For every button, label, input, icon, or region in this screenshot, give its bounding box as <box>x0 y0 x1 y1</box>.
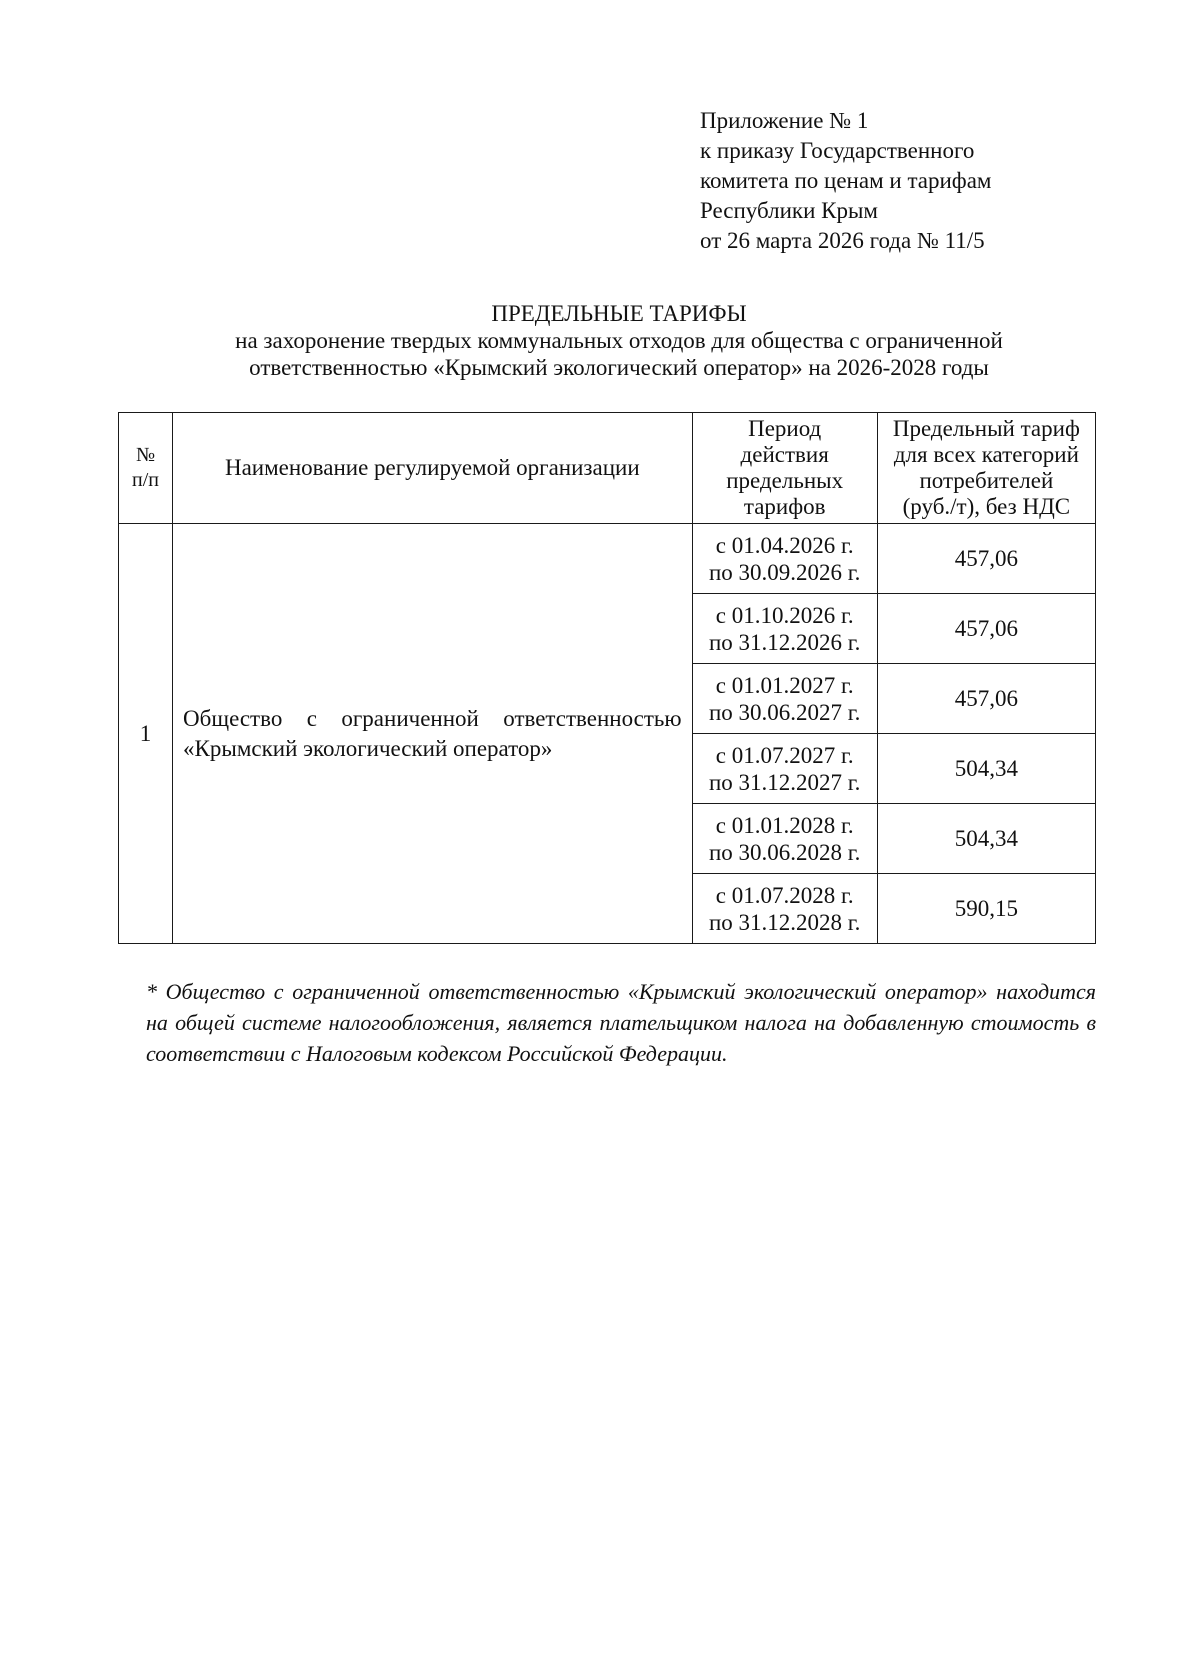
period-to: по 31.12.2027 г. <box>708 769 861 795</box>
appendix-line: от 26 марта 2026 года № 11/5 <box>700 228 985 253</box>
document-heading <box>120 300 1118 381</box>
header-tariff-line: Предельный тариф <box>892 416 1080 441</box>
period-to: по 31.12.2026 г. <box>708 629 861 655</box>
tariff-table <box>118 412 1096 944</box>
header-org: Наименование регулируемой организации <box>173 413 693 524</box>
header-period-line: тарифов <box>743 494 826 519</box>
table-header-row <box>119 413 1096 524</box>
period-cell <box>692 594 877 664</box>
period-from: с 01.04.2026 г. <box>715 532 854 558</box>
header-num-line: № <box>135 444 156 466</box>
header-num <box>119 413 173 524</box>
header-tariff <box>877 413 1095 524</box>
period-to: по 31.12.2028 г. <box>708 909 861 935</box>
period-from: с 01.10.2026 г. <box>715 602 854 628</box>
appendix-block <box>700 106 991 256</box>
document-title: ПРЕДЕЛЬНЫЕ ТАРИФЫ <box>491 301 747 326</box>
appendix-line: Республики Крым <box>700 198 878 223</box>
tariff-value: 457,06 <box>877 594 1095 664</box>
period-from: с 01.07.2027 г. <box>715 742 854 768</box>
period-cell <box>692 874 877 944</box>
period-from: с 01.07.2028 г. <box>715 882 854 908</box>
tariff-value: 590,15 <box>877 874 1095 944</box>
period-to: по 30.09.2026 г. <box>708 559 861 585</box>
header-period-line: предельных <box>726 468 844 493</box>
footnote: * Общество с ограниченной ответственностью «Крымский экологический оператор» находится на общей системе налогообложения, является плательщиком налога на добавленную стоимость в соответствии с Налоговым кодексом Российской Федерации. <box>146 979 1096 1066</box>
header-num-line: п/п <box>132 469 159 491</box>
header-period <box>692 413 877 524</box>
header-tariff-line: для всех категорий <box>893 442 1079 467</box>
period-cell <box>692 664 877 734</box>
appendix-line: комитета по ценам и тарифам <box>700 168 992 193</box>
period-from: с 01.01.2027 г. <box>715 672 854 698</box>
tariff-value: 504,34 <box>877 804 1095 874</box>
header-tariff-line: (руб./т), без НДС <box>902 494 1071 519</box>
appendix-line: Приложение № 1 <box>700 108 869 133</box>
document-subtitle-line: на захоронение твердых коммунальных отходов для общества с ограниченной <box>235 328 1003 353</box>
document-subtitle-line: ответственностью «Крымский экологический оператор» на 2026-2028 годы <box>249 355 989 380</box>
header-period-line: действия <box>740 442 829 467</box>
tariff-value: 457,06 <box>877 664 1095 734</box>
organization-name: Общество с ограниченной ответственностью «Крымский экологический оператор» <box>173 524 693 944</box>
row-number: 1 <box>119 524 173 944</box>
tariff-value: 504,34 <box>877 734 1095 804</box>
period-to: по 30.06.2027 г. <box>708 699 861 725</box>
header-period-line: Период <box>748 416 822 441</box>
period-cell <box>692 734 877 804</box>
period-cell <box>692 804 877 874</box>
table-row <box>119 524 1096 594</box>
appendix-line: к приказу Государственного <box>700 138 975 163</box>
period-to: по 30.06.2028 г. <box>708 839 861 865</box>
period-cell <box>692 524 877 594</box>
header-tariff-line: потребителей <box>919 468 1054 493</box>
tariff-value: 457,06 <box>877 524 1095 594</box>
period-from: с 01.01.2028 г. <box>715 812 854 838</box>
